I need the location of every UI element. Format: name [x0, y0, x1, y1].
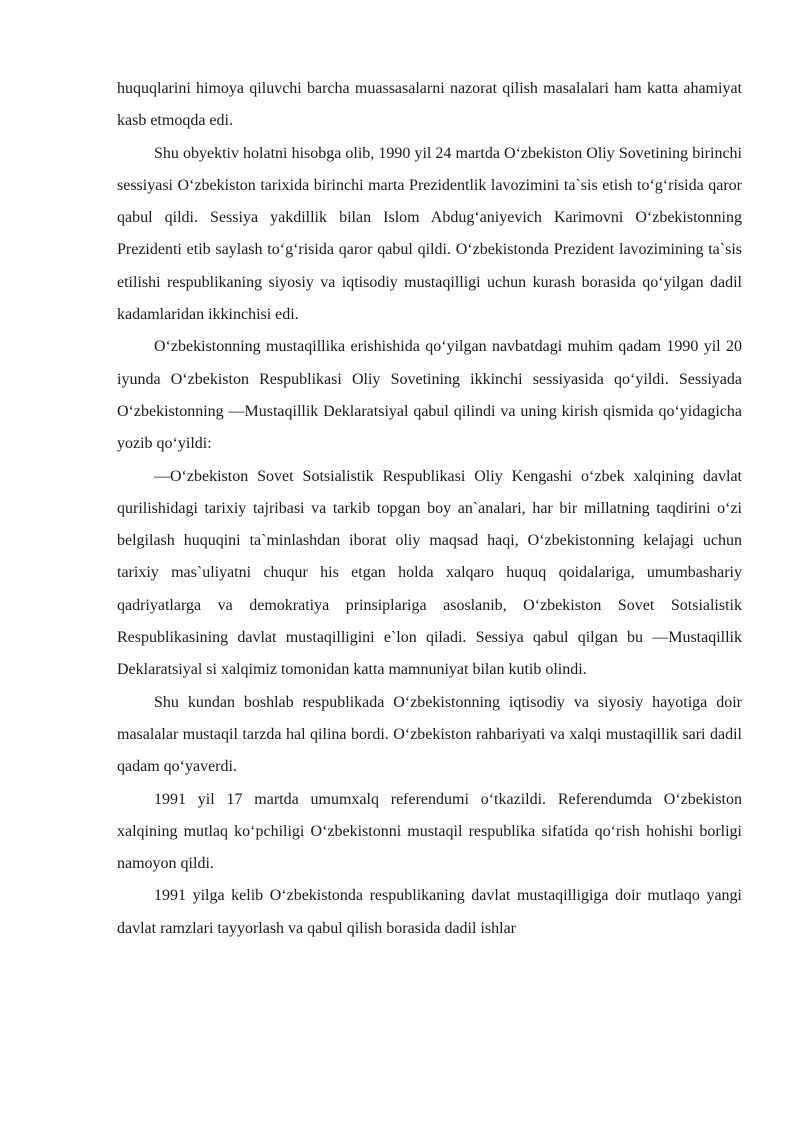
paragraph-declaration-quote: ―O‘zbekiston Sovet Sotsialistik Respublikasi Oliy Kengashi o‘zbek xalqining davlat qurilishidagi tarixiy tajribasi va tarkib topgan boy an`analari, har bir millatning taqdirini o‘zi belgilash huquqini ta`minlashdan iborat oliy maqsad haqi, O‘zbekistonning kelajagi uchun tarixiy mas`uliyatni chuqur his etgan holda xalqaro huquq qoidalariga, umumbashariy qadriyatlarga va demokratiya prinsiplariga asoslanib, O‘zbekiston Sovet Sotsialistik Respublikasining davlat mustaqilligini e`lon qiladi. Sessiya qabul qilgan bu ―Mustaqillik Deklaratsiyal si xalqimiz tomonidan katta mamnuniyat bilan kutib olindi.: [117, 467, 742, 679]
paragraph-state-symbols: 1991 yilga kelib O‘zbekistonda respublikaning davlat mustaqilligiga doir mutlaqo yangi davlat ramzlari tayyorlash va qabul qilish borasida dadil ishlar: [117, 887, 742, 937]
document-page: [117, 73, 742, 945]
paragraph-independent-path: Shu kundan boshlab respublikada O‘zbekistonning iqtisodiy va siyosiy hayotiga doir masalalar mustaqil tarzda hal qilina bordi. O‘zbekiston rahbariyati va xalqi mustaqillik sari dadil qadam qo‘yaverdi.: [117, 693, 742, 776]
paragraph-continuation: huquqlarini himoya qiluvchi barcha muassasalarni nazorat qilish masalalari ham katta ahamiyat kasb etmoqda edi.: [117, 80, 742, 130]
paragraph-presidency: Shu obyektiv holatni hisobga olib, 1990 yil 24 martda O‘zbekiston Oliy Sovetining birinchi sessiyasi O‘zbekiston tarixida birinchi marta Prezidentlik lavozimini ta`sis etish to‘g‘risida qaror qabul qildi. Sessiya yakdillik bilan Islom Abdug‘aniyevich Karimovni O‘zbekistonning Prezidenti etib saylash to‘g‘risida qaror qabul qildi. O‘zbekistonda Prezident lavozimining ta`sis etilishi respublikaning siyosiy va iqtisodiy mustaqilligi uchun kurash borasida qo‘yilgan dadil kadamlaridan ikkinchisi edi.: [117, 144, 742, 324]
paragraph-declaration: O‘zbekistonning mustaqillika erishishida qo‘yilgan navbatdagi muhim qadam 1990 yil 20 iyunda O‘zbekiston Respublikasi Oliy Sovetining ikkinchi sessiyasida qo‘yildi. Sessiyada O‘zbekistonning ―Mustaqillik Deklaratsiyal qabul qilindi va uning kirish qismida qo‘yidagicha yozib qo‘yildi:: [117, 338, 742, 453]
paragraph-referendum: 1991 yil 17 martda umumxalq referendumi o‘tkazildi. Referendumda O‘zbekiston xalqining mutlaq ko‘pchiligi O‘zbekistonni mustaqil respublika sifatida qo‘rish hohishi borligi namoyon qildi.: [117, 790, 742, 873]
